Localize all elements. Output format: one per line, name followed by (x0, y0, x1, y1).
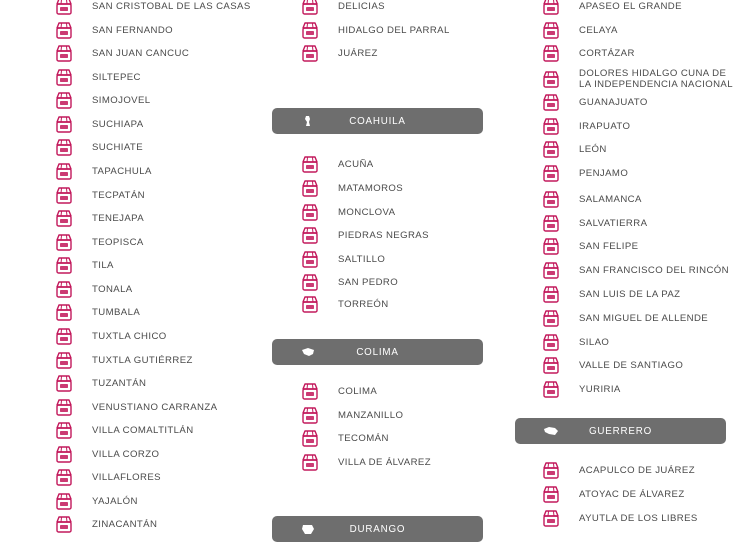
list-item[interactable]: TUMBALA (56, 301, 140, 323)
list-item[interactable]: AYUTLA DE LOS LIBRES (543, 507, 698, 529)
list-item[interactable]: CELAYA (543, 19, 618, 41)
store-icon (56, 303, 72, 321)
store-icon (56, 91, 72, 109)
list-item[interactable]: TAPACHULA (56, 160, 152, 182)
list-item[interactable]: SALAMANCA (543, 188, 642, 210)
store-icon (56, 21, 72, 39)
list-item[interactable]: SAN JUAN CANCUC (56, 42, 189, 64)
store-icon (56, 468, 72, 486)
store-icon (543, 261, 559, 279)
list-item[interactable]: SUCHIAPA (56, 113, 144, 135)
list-item[interactable]: VILLAFLORES (56, 466, 161, 488)
list-item[interactable]: LEÓN (543, 138, 607, 160)
list-item[interactable]: VENUSTIANO CARRANZA (56, 396, 217, 418)
store-icon (302, 44, 318, 62)
store-icon (543, 333, 559, 351)
list-item[interactable]: ATOYAC DE ÁLVAREZ (543, 483, 685, 505)
state-header-guerrero[interactable] (515, 418, 726, 444)
state-header-colima[interactable] (272, 339, 483, 365)
list-item[interactable]: SIMOJOVEL (56, 89, 151, 111)
state-header-label: GUERRERO (588, 425, 652, 437)
store-icon (543, 214, 559, 232)
list-item[interactable]: TORREÓN (302, 293, 389, 315)
store-icon (302, 406, 318, 424)
store-icon (543, 0, 559, 15)
store-icon (56, 280, 72, 298)
list-item[interactable]: PENJAMO (543, 162, 628, 184)
state-map-icon (543, 425, 559, 437)
list-item[interactable]: PIEDRAS NEGRAS (302, 224, 429, 246)
list-item[interactable]: SAN FRANCISCO DEL RINCÓN (543, 259, 729, 281)
list-item[interactable]: APASEO EL GRANDE (543, 0, 682, 17)
list-item[interactable]: SAN FELIPE (543, 235, 638, 257)
store-icon (56, 44, 72, 62)
store-icon (302, 155, 318, 173)
list-item[interactable]: SAN LUIS DE LA PAZ (543, 283, 680, 305)
store-icon (543, 509, 559, 527)
store-icon (543, 356, 559, 374)
store-icon (56, 186, 72, 204)
store-icon (302, 295, 318, 313)
store-icon (543, 140, 559, 158)
list-item[interactable]: VILLA COMALTITLÁN (56, 419, 194, 441)
store-icon (56, 138, 72, 156)
list-item[interactable]: DELICIAS (302, 0, 385, 17)
list-item[interactable]: HIDALGO DEL PARRAL (302, 19, 450, 41)
store-icon (56, 0, 72, 15)
list-item[interactable]: SAN FERNANDO (56, 19, 173, 41)
list-item[interactable]: SALTILLO (302, 248, 385, 270)
list-item[interactable]: MATAMOROS (302, 177, 403, 199)
list-item[interactable]: SAN MIGUEL DE ALLENDE (543, 307, 708, 329)
store-icon (56, 421, 72, 439)
store-icon (543, 117, 559, 135)
list-item[interactable]: TECPATÁN (56, 184, 145, 206)
list-item[interactable]: CORTÁZAR (543, 42, 635, 64)
store-icon (543, 380, 559, 398)
state-header-label: COAHUILA (349, 115, 406, 127)
store-icon (543, 93, 559, 111)
list-item[interactable]: TECOMÁN (302, 427, 389, 449)
store-icon (543, 285, 559, 303)
store-icon (56, 351, 72, 369)
list-item[interactable]: SAN PEDRO (302, 271, 398, 293)
list-item[interactable]: ZINACANTÁN (56, 513, 157, 535)
store-icon (302, 21, 318, 39)
state-header-label: COLIMA (356, 346, 399, 358)
list-item[interactable]: SUCHIATE (56, 136, 143, 158)
store-icon (56, 162, 72, 180)
state-map-icon (300, 523, 316, 535)
list-item[interactable]: VALLE DE SANTIAGO (543, 354, 683, 376)
list-item[interactable]: YAJALÓN (56, 490, 138, 512)
store-icon (56, 492, 72, 510)
state-map-icon (300, 115, 316, 127)
store-icon (543, 70, 559, 88)
list-item[interactable]: SILTEPEC (56, 66, 141, 88)
store-icon (543, 485, 559, 503)
list-item[interactable]: SALVATIERRA (543, 212, 647, 234)
store-icon (56, 327, 72, 345)
store-icon (56, 233, 72, 251)
state-header-label: DURANGO (349, 523, 406, 535)
store-icon (56, 115, 72, 133)
list-item[interactable]: TILA (56, 254, 114, 276)
list-item[interactable]: GUANAJUATO (543, 91, 648, 113)
store-icon (543, 164, 559, 182)
list-item[interactable]: JUÁREZ (302, 42, 378, 64)
list-item[interactable]: MANZANILLO (302, 404, 403, 426)
store-icon (543, 190, 559, 208)
store-icon (302, 0, 318, 15)
list-item[interactable]: TUZANTÁN (56, 372, 146, 394)
store-icon (56, 515, 72, 533)
list-item[interactable]: YURIRIA (543, 378, 621, 400)
list-item[interactable]: MONCLOVA (302, 201, 395, 223)
store-icon (56, 398, 72, 416)
store-icon (543, 21, 559, 39)
store-icon (56, 445, 72, 463)
store-icon (56, 374, 72, 392)
state-header-durango[interactable] (272, 516, 483, 542)
store-icon (302, 382, 318, 400)
store-icon (302, 226, 318, 244)
store-icon (543, 237, 559, 255)
list-item[interactable]: COLIMA (302, 380, 377, 402)
store-icon (302, 273, 318, 291)
list-item[interactable]: ACAPULCO DE JUÁREZ (543, 459, 695, 481)
list-item[interactable]: TEOPISCA (56, 231, 144, 253)
store-icon (302, 453, 318, 471)
state-header-coahuila[interactable] (272, 108, 483, 134)
store-icon (56, 209, 72, 227)
list-item[interactable]: SAN CRISTOBAL DE LAS CASAS (56, 0, 251, 17)
store-icon (543, 461, 559, 479)
list-item[interactable]: TUXTLA GUTIÉRREZ (56, 349, 193, 371)
list-item[interactable]: ACUÑA (302, 153, 374, 175)
list-item[interactable]: TENEJAPA (56, 207, 144, 229)
list-item[interactable]: TONALA (56, 278, 133, 300)
list-item[interactable]: DOLORES HIDALGO CUNA DE LA INDEPENDENCIA NACIONAL (543, 66, 739, 92)
list-item[interactable]: IRAPUATO (543, 115, 630, 137)
store-icon (56, 68, 72, 86)
store-icon (543, 44, 559, 62)
list-item[interactable]: TUXTLA CHICO (56, 325, 167, 347)
store-icon (56, 256, 72, 274)
store-icon (302, 179, 318, 197)
store-icon (302, 429, 318, 447)
state-map-icon (300, 346, 316, 358)
list-item[interactable]: VILLA DE ÁLVAREZ (302, 451, 431, 473)
store-icon (543, 309, 559, 327)
store-icon (302, 203, 318, 221)
list-item[interactable]: VILLA CORZO (56, 443, 159, 465)
list-item[interactable]: SILAO (543, 331, 609, 353)
store-icon (302, 250, 318, 268)
